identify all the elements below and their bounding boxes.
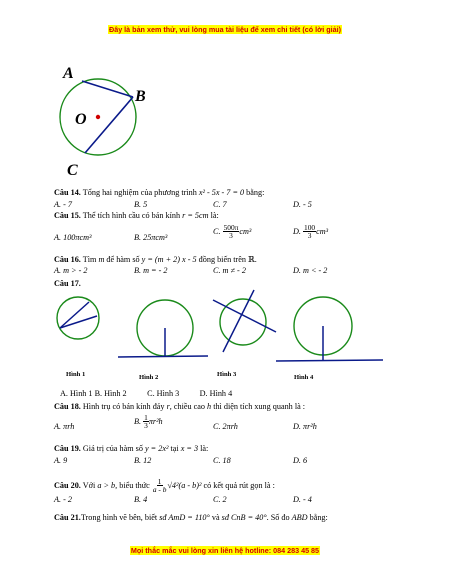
q15-option-b[interactable]: B. 25πcm³ (134, 233, 168, 242)
q19-option-d[interactable]: D. 6 (293, 456, 308, 465)
q17-options[interactable]: A. Hình 1 B. Hình 2 C. Hình 3 D. Hình 4 (60, 389, 233, 398)
q14-equation: x² - 5x - 7 = 0 (198, 188, 245, 197)
q16-option-d[interactable]: D. m < - 2 (293, 266, 328, 275)
q18-option-c[interactable]: C. 2πrh (213, 422, 238, 431)
caption-hinh-3: Hình 3 (217, 371, 237, 378)
q15-option-c[interactable]: C. $\frac{500\pi}{3}$ cm³ (213, 223, 252, 241)
q14-option-d[interactable]: D. - 5 (293, 200, 312, 209)
q15-option-a[interactable]: A. 100πcm³ (54, 233, 92, 242)
center-o-label: O (75, 111, 87, 128)
q19-option-c[interactable]: C. 18 (213, 456, 231, 465)
hotline-banner: Mọi thắc mắc vui lòng xin liên hệ hotline: 084 283 45 85 (130, 546, 320, 555)
q19-option-b[interactable]: B. 12 (134, 456, 152, 465)
question-17: Câu 17. (54, 279, 81, 288)
point-a-label: A (63, 65, 74, 82)
q20-option-a[interactable]: A. - 2 (54, 495, 72, 504)
point-b-label: B (135, 88, 146, 105)
q20-option-d[interactable]: D. - 4 (293, 495, 312, 504)
question-19: Câu 19. Giá trị của hàm số y = 2x² tại x = 3 là: (54, 444, 209, 453)
circle-figure (55, 60, 165, 185)
caption-hinh-1: Hình 1 (66, 371, 86, 378)
caption-hinh-2: Hình 2 (139, 374, 159, 381)
q14-option-b[interactable]: B. 5 (134, 200, 148, 209)
question-20: Câu 20. Với a > b, biểu thức $\frac{1}{a - b}$ √4²(a - b)² có kết quả rút gọn là : (54, 477, 275, 495)
q18-option-d[interactable]: D. πr²h (293, 422, 317, 431)
q14-option-a[interactable]: A. - 7 (54, 200, 72, 209)
q20-option-b[interactable]: B. 4 (134, 495, 148, 504)
q14-option-c[interactable]: C. 7 (213, 200, 227, 209)
question-15: Câu 15. Thể tích hình cầu có bán kính r = 5cm là: (54, 211, 219, 220)
q18-option-a[interactable]: A. πrh (54, 422, 75, 431)
q16-option-c[interactable]: C. m ≠ - 2 (213, 266, 246, 275)
preview-banner: Đây là bản xem thử, vui lòng mua tài liệu để xem chi tiết (có lời giải) (109, 25, 341, 34)
question-18: Câu 18. Hình trụ có bán kính đáy r, chiều cao h thì diện tích xung quanh là : (54, 402, 306, 411)
q16-option-b[interactable]: B. m = - 2 (134, 266, 168, 275)
q18-option-b[interactable]: B. $\frac{1}{3}$ πr²h (134, 413, 163, 431)
question-16: Câu 16. Tìm m để hàm số y = (m + 2) x - 5 đồng biến trên ℝ. (54, 255, 257, 264)
q15-option-d[interactable]: D. $\frac{100}{3}$ cm³ (293, 223, 329, 241)
question-14: Câu 14. Tổng hai nghiệm của phương trình x² - 5x - 7 = 0 bằng: (54, 188, 265, 197)
q20-option-c[interactable]: C. 2 (213, 495, 227, 504)
point-c-label: C (67, 162, 78, 179)
caption-hinh-4: Hình 4 (294, 374, 314, 381)
q17-figures (48, 288, 388, 368)
q16-option-a[interactable]: A. m > - 2 (54, 266, 88, 275)
question-21: Câu 21.Trong hình vẽ bên, biết sđ AmD = 110° và sđ CnB = 40°. Số đo ABD bằng: (54, 513, 328, 522)
q19-option-a[interactable]: A. 9 (54, 456, 68, 465)
